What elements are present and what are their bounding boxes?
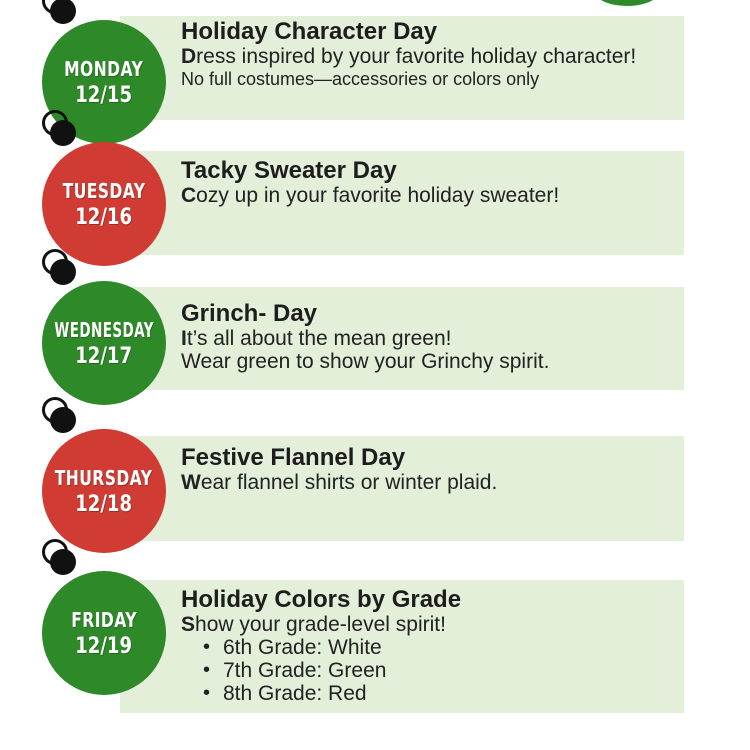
desc-initial: S <box>181 613 196 636</box>
day-title: Tacky Sweater Day <box>181 157 397 184</box>
desc-text: t’s all about the mean green! <box>186 327 452 350</box>
day-description-line2: Wear green to show your Grinchy spirit. <box>181 350 550 373</box>
day-description <box>181 613 680 636</box>
day-content-monday <box>181 18 680 90</box>
day-description <box>181 327 680 350</box>
desc-text: ress inspired by your favorite holiday character! <box>196 45 637 68</box>
day-label: WEDNESDAY <box>54 317 154 342</box>
desc-text: ozy up in your favorite holiday sweater! <box>196 184 560 207</box>
day-content-friday <box>181 586 680 705</box>
day-content-tuesday <box>181 157 680 207</box>
day-label: THURSDAY <box>55 465 153 490</box>
day-label: TUESDAY <box>62 178 146 203</box>
day-description <box>181 471 680 494</box>
desc-text: ear flannel shirts or winter plaid. <box>200 471 498 494</box>
desc-initial: W <box>181 471 201 494</box>
ornament-cap-icon <box>50 259 76 285</box>
day-title: Holiday Character Day <box>181 18 438 45</box>
desc-initial: I <box>181 327 187 350</box>
ornament-ball <box>42 142 166 266</box>
list-item: • 7th Grade: Green <box>203 659 680 682</box>
ornament-cap-icon <box>50 0 76 24</box>
ornament-wednesday <box>42 281 166 405</box>
day-description <box>181 184 680 207</box>
date-label: 12/15 <box>75 82 133 108</box>
date-label: 12/18 <box>75 491 133 517</box>
ornament-cap-icon <box>50 407 76 433</box>
date-label: 12/19 <box>75 633 133 659</box>
day-title: Festive Flannel Day <box>181 444 406 471</box>
ornament-tuesday <box>42 142 166 266</box>
ornament-cap-icon <box>50 120 76 146</box>
day-content-thursday <box>181 444 680 494</box>
date-label: 12/17 <box>75 343 133 369</box>
day-title: Grinch- Day <box>181 300 318 327</box>
day-label: FRIDAY <box>71 607 137 632</box>
day-description <box>181 45 680 68</box>
ornament-ball <box>42 281 166 405</box>
ornament-cap-icon <box>50 549 76 575</box>
list-item: • 6th Grade: White <box>203 636 680 659</box>
grade-list <box>181 636 680 705</box>
day-label: MONDAY <box>64 56 144 81</box>
desc-text: how your grade-level spirit! <box>195 613 446 636</box>
day-content-wednesday <box>181 300 680 373</box>
ornament-thursday <box>42 429 166 553</box>
ornament-ball-partial <box>592 0 662 6</box>
day-note: No full costumes—accessories or colors only <box>181 69 540 89</box>
day-title: Holiday Colors by Grade <box>181 586 462 613</box>
date-label: 12/16 <box>75 204 133 230</box>
desc-initial: D <box>181 45 197 68</box>
ornament-ball <box>42 571 166 695</box>
desc-initial: C <box>181 184 197 207</box>
list-item: • 8th Grade: Red <box>203 682 680 705</box>
ornament-friday <box>42 571 166 695</box>
ornament-ball <box>42 429 166 553</box>
